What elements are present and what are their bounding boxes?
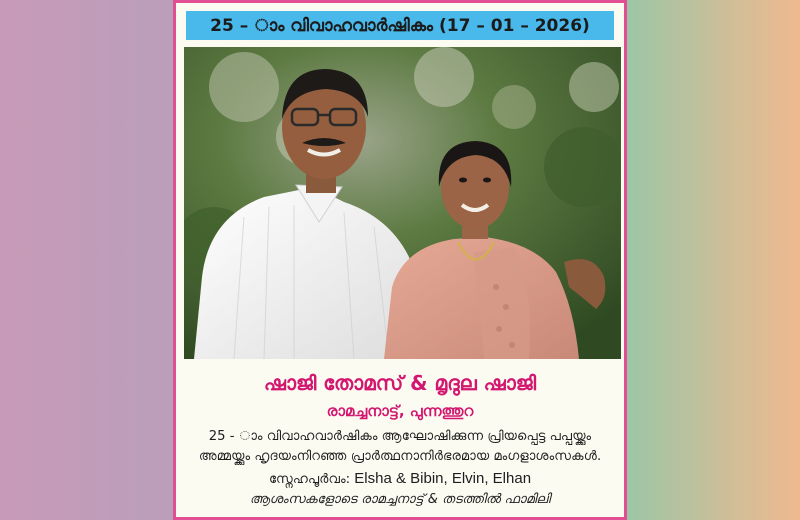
with-love-label: സ്നേഹപൂർവം: [268,472,355,487]
message-line-3 [176,470,624,487]
couple-photo [184,47,621,359]
greeting-card [173,0,627,520]
message-line-1: 25 - ാം വിവാഹവാർഷികം ആഘോഷിക്കുന്ന പ്രിയപ്പെട്ട പപ്പയ്ക്കും [208,429,592,444]
couple-photo-illustration [184,47,621,359]
children-names: Elsha & Bibin, Elvin, Elhan [354,470,532,487]
family-signoff: ആശംസകളോടെ രാമച്ചനാട്ട് & തടത്തിൽ ഫാമിലി [249,492,551,507]
house-name: രാമച്ചനാട്ട്, പുന്നത്തുറ [326,402,474,420]
anniversary-banner [186,11,614,40]
banner-title: 25 – ാം വിവാഹവാർഷികം (17 – 01 – 2026) [210,15,590,36]
couple-names: ഷാജി തോമസ് & മൃദുല ഷാജി [263,371,537,395]
message-line-2: അമ്മയ്ക്കും ഹൃദയംനിറഞ്ഞ പ്രാർത്ഥനാനിർഭരമായ മംഗളാശംസകൾ. [198,449,602,464]
